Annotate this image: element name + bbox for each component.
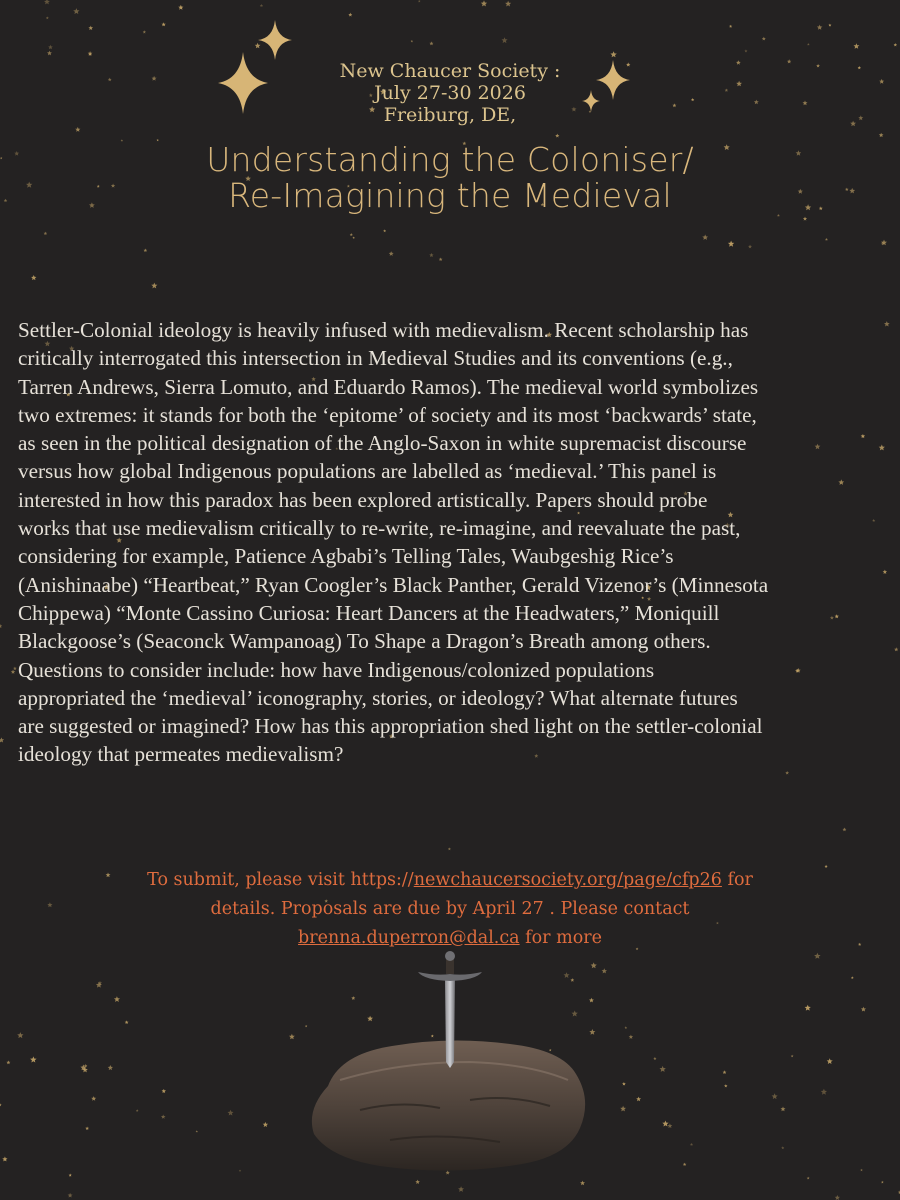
star-icon (729, 25, 732, 28)
body-line: Settler-Colonial ideology is heavily infused with medievalism. Recent scholarship has (18, 318, 749, 342)
star-icon (114, 996, 120, 1002)
star-icon (0, 1103, 2, 1106)
body-line: Blackgoose’s (Seaconck Wampanoag) To Shape a Dragon’s Breath among others. (18, 629, 711, 654)
star-icon (260, 4, 263, 7)
star-icon (817, 25, 823, 30)
star-icon (348, 13, 352, 17)
body-line: two extremes: it stands for both the ‘epitome’ of society and its most ‘backwards’ state, (18, 402, 757, 427)
title-line-2: Re-Imagining the Medieval (228, 176, 672, 215)
star-icon (683, 1163, 687, 1166)
star-icon (13, 667, 17, 671)
star-icon (728, 241, 734, 247)
star-icon (108, 1065, 113, 1070)
star-icon (46, 16, 49, 19)
star-icon (828, 24, 831, 27)
sword-in-stone-image (300, 950, 600, 1180)
star-icon (0, 624, 2, 628)
star-icon (196, 1130, 198, 1132)
star-icon (418, 0, 421, 2)
star-icon (44, 232, 48, 235)
star-icon (429, 253, 433, 257)
submission-info (0, 866, 900, 953)
star-icon (30, 1056, 36, 1062)
conference-location: Freiburg, DE, (383, 104, 517, 126)
star-icon (75, 127, 80, 132)
submit-prefix: To submit, please visit https:// (147, 870, 414, 890)
star-icon (448, 847, 451, 850)
star-icon (620, 1106, 626, 1112)
star-icon (668, 1123, 673, 1128)
star-icon (851, 976, 854, 979)
star-icon (777, 214, 780, 217)
star-icon (861, 1007, 866, 1012)
star-icon (11, 670, 16, 674)
star-icon (781, 1146, 784, 1149)
star-icon (383, 229, 386, 232)
star-icon (125, 1020, 129, 1024)
star-icon (854, 43, 860, 49)
star-icon (481, 0, 487, 6)
star-icon (660, 1066, 666, 1072)
star-icon (860, 1169, 863, 1172)
star-icon (289, 1034, 295, 1040)
body-line: considering for example, Patience Agbabi’s Telling Tales, Waubgeshig Rice’s (18, 544, 674, 569)
body-line: ideology that permeates medievalism? (18, 742, 344, 767)
star-icon (653, 1057, 656, 1060)
star-icon (2, 1157, 7, 1162)
star-icon (429, 41, 433, 45)
conference-dates: July 27-30 2026 (374, 82, 526, 104)
star-icon (228, 1110, 234, 1116)
star-icon (814, 953, 821, 959)
body-line: Questions to consider include: how have Indigenous/colonized populations (18, 657, 655, 682)
star-icon (239, 1170, 241, 1172)
star-icon (6, 1061, 10, 1065)
cfp-link[interactable]: newchaucersociety.org/page/cfp26 (413, 870, 722, 890)
body-line: works that use medievalism critically to re-write, re-imagine, and reevaluate the past, (18, 516, 741, 541)
star-icon (44, 0, 50, 4)
contact-email-link[interactable]: brenna.duperron@dal.ca (298, 928, 520, 948)
star-icon (136, 1109, 139, 1112)
submit-line-2: details. Proposals are due by April 27 . Please contact (210, 899, 690, 919)
star-icon (843, 828, 847, 832)
star-icon (439, 258, 443, 262)
star-icon (47, 51, 52, 56)
star-icon (85, 1127, 89, 1131)
star-icon (894, 647, 898, 651)
star-icon (625, 1026, 628, 1029)
star-icon (879, 133, 884, 137)
star-icon (662, 1121, 668, 1127)
star-icon (458, 1186, 464, 1192)
panel-description (18, 316, 886, 769)
star-icon (772, 1093, 778, 1099)
star-icon (161, 1115, 166, 1119)
star-icon (702, 235, 708, 240)
body-line: critically interrogated this intersection in Medieval Studies and its conventions (e.g., (18, 346, 733, 371)
star-icon (785, 771, 789, 775)
star-icon (894, 43, 898, 46)
star-icon (88, 26, 93, 30)
star-icon (143, 30, 146, 33)
body-line: Tarren Andrews, Sierra Lomuto, and Eduardo Ramos). The medieval world symbolizes (18, 374, 759, 399)
star-icon (602, 968, 607, 973)
star-icon (762, 37, 766, 41)
star-icon (723, 1070, 727, 1074)
star-icon (505, 1, 511, 7)
star-icon (748, 245, 752, 249)
panel-title (0, 142, 900, 214)
star-icon (825, 238, 828, 241)
star-icon (69, 1174, 72, 1177)
star-icon (781, 1107, 786, 1112)
star-icon (629, 1035, 634, 1039)
body-line: are suggested or imagined? How has this appropriation shed light on the settler-colonial (18, 714, 763, 739)
star-icon (724, 1084, 727, 1087)
submit-more: for more (519, 928, 602, 948)
body-line: (Anishinaabe) “Heartbeat,” Ryan Coogler’s Black Panther, Gerald Vizenor’s (Minnesota (18, 572, 769, 597)
star-icon (502, 37, 508, 43)
conference-info (0, 60, 900, 126)
star-icon (68, 1193, 73, 1198)
star-icon (411, 40, 414, 42)
body-line: versus how global Indigenous populations are labelled as ‘medieval.’ This panel is (18, 459, 717, 484)
body-line: Chippewa) “Monte Cassino Curiosa: Heart Dancers at the Headwaters,” Moniquill (18, 600, 720, 625)
star-icon (91, 1096, 96, 1101)
star-icon (803, 217, 807, 221)
title-line-1: Understanding the Coloniser/ (206, 140, 694, 179)
submit-suffix: for (721, 870, 753, 890)
conference-name: New Chaucer Society : (339, 60, 561, 82)
star-icon (690, 1143, 693, 1146)
star-icon (17, 1032, 23, 1038)
body-line: appropriated the ‘medieval’ iconography, stories, or ideology? What alternate futures (18, 685, 738, 710)
star-icon (835, 1195, 840, 1200)
star-icon (821, 1089, 827, 1095)
star-icon (162, 1089, 166, 1093)
star-icon (151, 283, 157, 289)
star-icon (805, 1005, 811, 1011)
submit-line-3 (0, 924, 900, 953)
star-icon (415, 1180, 420, 1184)
star-icon (881, 1181, 884, 1184)
star-icon (178, 5, 183, 10)
body-line: as seen in the political designation of the Anglo-Saxon in white supremacist discourse (18, 431, 747, 456)
star-icon (791, 1055, 794, 1058)
star-icon (807, 43, 810, 46)
body-line: interested in how this paradox has been explored artistically. Papers should probe (18, 487, 708, 512)
sparkle-icon (258, 20, 292, 60)
star-icon (157, 139, 159, 141)
star-icon (48, 45, 53, 50)
star-icon (636, 1097, 641, 1102)
star-icon (580, 1181, 585, 1186)
star-icon (807, 1177, 810, 1180)
star-icon (827, 1058, 833, 1064)
star-icon (389, 251, 394, 256)
star-icon (352, 237, 355, 239)
star-icon (31, 275, 36, 280)
star-icon (263, 1122, 268, 1127)
star-icon (350, 233, 353, 236)
star-icon (555, 134, 559, 138)
star-icon (144, 249, 148, 253)
star-icon (162, 22, 166, 26)
star-icon (73, 8, 79, 14)
star-icon (0, 737, 4, 742)
star-icon (744, 49, 747, 52)
star-icon (610, 51, 616, 57)
star-icon (622, 1082, 626, 1086)
submit-line-1 (0, 866, 900, 895)
